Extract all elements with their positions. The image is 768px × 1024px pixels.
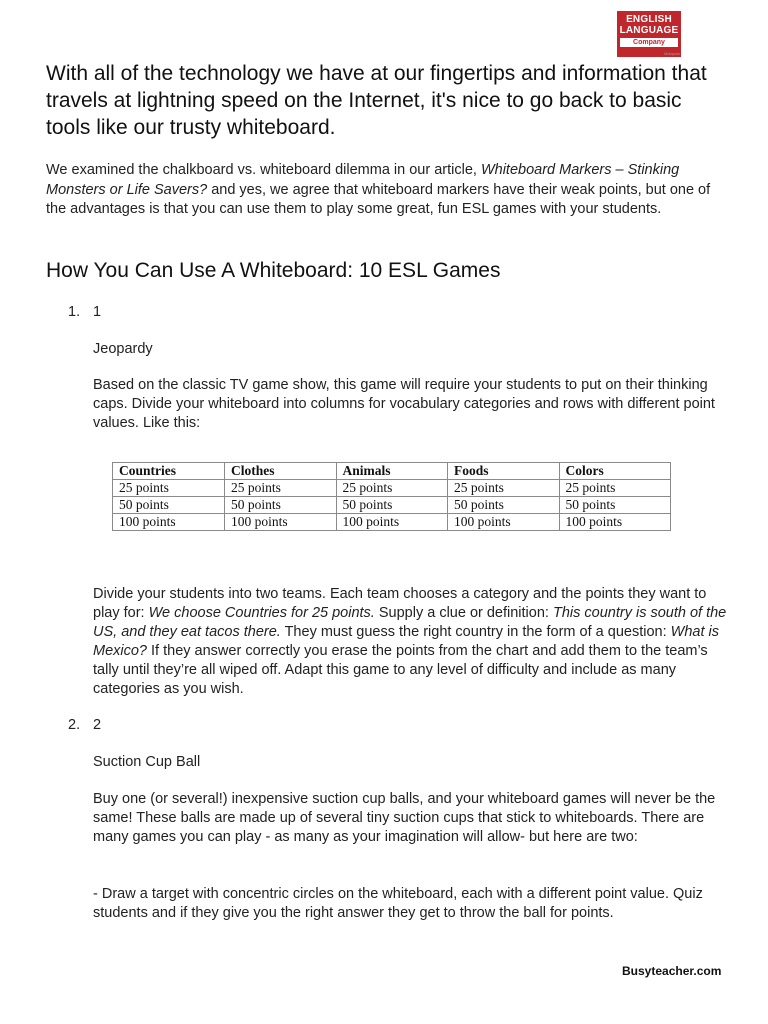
table-cell: 100 points: [113, 514, 225, 531]
para-text-a: We examined the chalkboard vs. whiteboard dilemma in our article,: [46, 162, 481, 178]
table-cell: 50 points: [559, 497, 671, 514]
item-2-number: 2: [93, 717, 102, 733]
table-row: [113, 480, 671, 497]
logo-line-3: Company: [620, 38, 678, 47]
table-cell: 25 points: [448, 480, 559, 497]
section-heading: How You Can Use A Whiteboard: 10 ESL Games: [46, 259, 501, 282]
item-1-description: Based on the classic TV game show, this game will require your students to put on their thinking caps. Divide your whiteboard into columns for vocabulary categories and rows with different point values. Like this:: [93, 377, 715, 431]
rules-text: Supply a clue or definition:: [374, 605, 553, 621]
table-cell: 25 points: [225, 480, 336, 497]
item-2-bullet-1: - Draw a target with concentric circles on the whiteboard, each with a different point value. Quiz students and if they give you the right answer they get to throw the ball for points.: [93, 886, 703, 921]
intro-text: With all of the technology we have at our fingertips and information that travels at lightning speed on the Internet, it's nice to go back to basic tools like our trusty whiteboard.: [46, 62, 707, 139]
table-row: [113, 514, 671, 531]
table-header: Colors: [559, 463, 671, 480]
para-text-c: and yes, we agree that whiteboard markers have their weak points, but one of the advantages is that you can use them to play some great, fun ESL games with your students.: [46, 181, 711, 217]
rules-text: They must guess the right country in the form of a question:: [280, 624, 671, 640]
rules-example: What is Mexico?: [93, 624, 719, 659]
table-cell: 50 points: [336, 497, 447, 514]
rules-text: If they answer correctly you erase the points from the chart and add them to the team’s tally until they’re all wiped off. Adapt this game to any level of difficulty and include as many categories as you wish.: [93, 643, 708, 697]
table-cell: 100 points: [448, 514, 559, 531]
table-cell: 25 points: [559, 480, 671, 497]
table-header: Clothes: [225, 463, 336, 480]
logo-subtitle: Malaysia: [664, 51, 680, 56]
item-1-number: 1: [93, 304, 102, 320]
rules-text: Divide your students into two teams. Each team chooses a category and the points they want to play for:: [93, 586, 707, 621]
table-header-row: [113, 463, 671, 480]
table-header: Countries: [113, 463, 225, 480]
article-title-link[interactable]: Whiteboard Markers – Stinking Monsters or Life Savers?: [46, 162, 680, 198]
footer-source: Busyteacher.com: [622, 964, 722, 978]
intro-paragraph: [46, 161, 726, 220]
table-cell: 100 points: [559, 514, 671, 531]
table-header: Foods: [448, 463, 559, 480]
item-1-title: Jeopardy: [93, 341, 153, 357]
rules-example: This country is south of the US, and they eat tacos there.: [93, 605, 727, 640]
table-cell: 50 points: [225, 497, 336, 514]
item-2-title: Suction Cup Ball: [93, 754, 201, 770]
rules-example: We choose Countries for 25 points.: [148, 605, 375, 621]
table-header: Animals: [336, 463, 447, 480]
table-cell: 50 points: [113, 497, 225, 514]
logo-line-2: LANGUAGE: [619, 25, 679, 36]
table-cell: 50 points: [448, 497, 559, 514]
item-1-rules: [93, 585, 733, 699]
logo-line-1: ENGLISH: [626, 14, 672, 25]
table-cell: 25 points: [336, 480, 447, 497]
jeopardy-table: [112, 462, 671, 531]
list-marker-2: 2.: [68, 717, 81, 733]
table-cell: 25 points: [113, 480, 225, 497]
table-row: [113, 497, 671, 514]
table-cell: 100 points: [336, 514, 447, 531]
item-2-description: Buy one (or several!) inexpensive suction cup balls, and your whiteboard games will never be the same! These balls are made up of several tiny suction cups that stick to whiteboards. There are many games you can play - as many as your imagination will allow- but here are two:: [93, 791, 716, 845]
list-marker-1: 1.: [68, 304, 81, 320]
table-cell: 100 points: [225, 514, 336, 531]
